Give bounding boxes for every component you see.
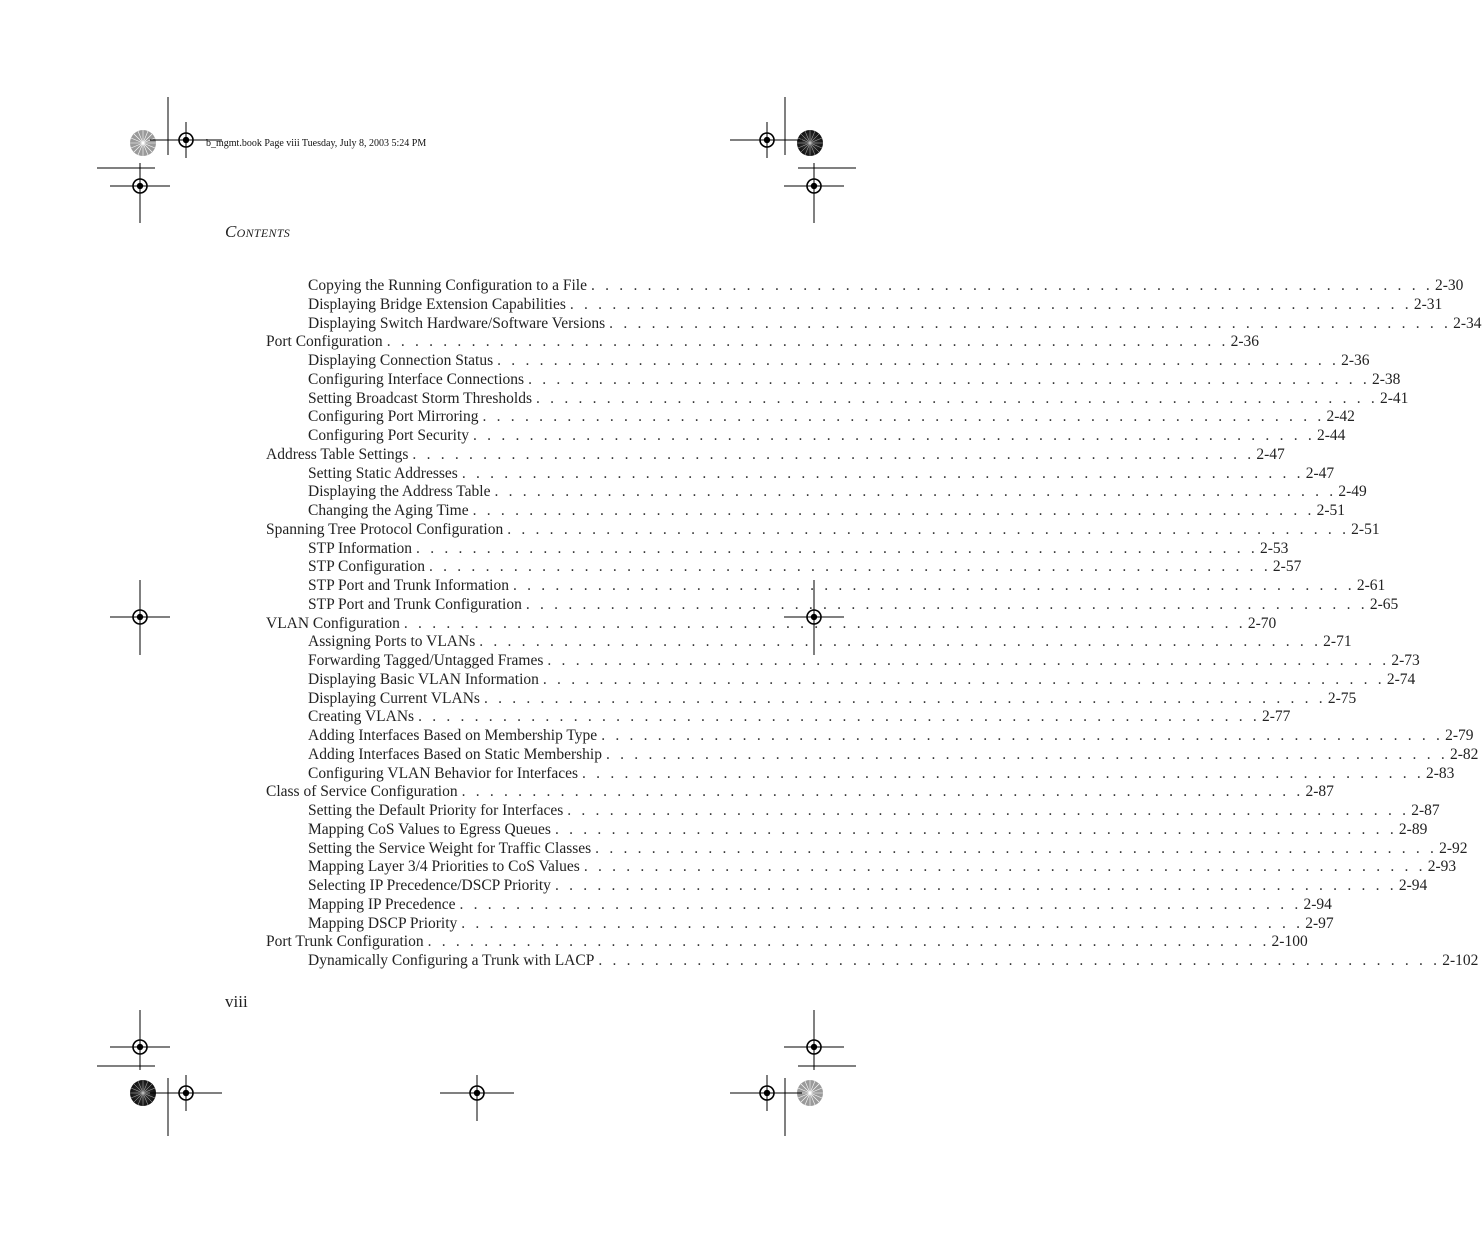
toc-leader-dots: . . . . . . . . . . . . . . . . . . . . . . . . . . . . . . . . . . . . . . . . . . . . . . . . . . . . . . . . . . . .: [525, 595, 1368, 613]
toc-entry[interactable]: [266, 932, 1308, 951]
toc-leader-dots: . . . . . . . . . . . . . . . . . . . . . . . . . . . . . . . . . . . . . . . . . . . . . . . . . . . . . . . . . . . .: [428, 558, 1271, 576]
toc-entry-title: Creating VLANs: [308, 708, 415, 726]
toc-entry-page: 2-87: [1411, 802, 1440, 819]
toc-entry-page: 2-44: [1316, 427, 1346, 444]
toc-entry[interactable]: [266, 614, 1277, 633]
toc-entry-title: Configuring Port Mirroring: [308, 408, 479, 426]
toc-entry-title: Port Trunk Configuration: [266, 933, 424, 951]
toc-leader-dots: . . . . . . . . . . . . . . . . . . . . . . . . . . . . . . . . . . . . . . . . . . . . . . . . . . . . . . . . . . . .: [418, 708, 1260, 726]
toc-leader-dots: . . . . . . . . . . . . . . . . . . . . . . . . . . . . . . . . . . . . . . . . . . . . . . . . . . . . . . . . . . . .: [598, 952, 1441, 969]
toc-entry-page: 2-70: [1247, 614, 1277, 632]
toc-leader-dots: . . . . . . . . . . . . . . . . . . . . . . . . . . . . . . . . . . . . . . . . . . . . . . . . . . . . . . . . . . . .: [591, 277, 1433, 294]
toc-entry-page: 2-53: [1259, 539, 1289, 557]
toc-leader-dots: . . . . . . . . . . . . . . . . . . . . . . . . . . . . . . . . . . . . . . . . . . . . . . . . . . . . . . . . . . . .: [483, 689, 1326, 707]
toc-entry[interactable]: [308, 895, 1332, 914]
running-header-rest: ONTENTS: [236, 226, 291, 240]
toc-entry[interactable]: [308, 670, 1416, 689]
toc-entry-title: STP Configuration: [308, 558, 425, 576]
toc-entry-title: Displaying Basic VLAN Information: [308, 670, 539, 688]
toc-entry[interactable]: [266, 520, 1380, 539]
toc-entry[interactable]: [308, 651, 1420, 670]
toc-entry-title: Mapping Layer 3/4 Priorities to CoS Values: [308, 858, 580, 876]
toc-entry[interactable]: [308, 726, 1474, 745]
toc-entry[interactable]: [266, 332, 1260, 351]
toc-entry-title: Displaying Switch Hardware/Software Versions: [308, 314, 606, 332]
toc-entry-title: Port Configuration: [266, 333, 383, 351]
toc-entry-page: 2-47: [1305, 464, 1335, 482]
toc-leader-dots: . . . . . . . . . . . . . . . . . . . . . . . . . . . . . . . . . . . . . . . . . . . . . . . . . . . . . . . . . . . .: [473, 427, 1315, 444]
toc-entry-title: STP Port and Trunk Configuration: [308, 595, 522, 613]
toc-entry[interactable]: [308, 351, 1370, 370]
toc-entry-title: Selecting IP Precedence/DSCP Priority: [308, 877, 551, 894]
toc-leader-dots: . . . . . . . . . . . . . . . . . . . . . . . . . . . . . . . . . . . . . . . . . . . . . . . . . . . . . . . . . . . .: [601, 727, 1444, 744]
toc-entry[interactable]: [266, 445, 1285, 464]
toc-entry[interactable]: [308, 576, 1386, 595]
toc-entry-title: Setting Broadcast Storm Thresholds: [308, 389, 533, 407]
toc-entry[interactable]: [308, 501, 1345, 520]
toc-entry-page: 2-75: [1327, 689, 1357, 707]
toc-leader-dots: . . . . . . . . . . . . . . . . . . . . . . . . . . . . . . . . . . . . . . . . . . . . . . . . . . . . . . . . . . . .: [403, 614, 1246, 632]
toc-entry-page: 2-74: [1386, 670, 1416, 688]
toc-leader-dots: . . . . . . . . . . . . . . . . . . . . . . . . . . . . . . . . . . . . . . . . . . . . . . . . . . . . . . . . . . . .: [512, 577, 1355, 594]
toc-entry-page: 2-51: [1316, 502, 1345, 519]
toc-entry-page: 2-30: [1434, 277, 1464, 294]
toc-entry[interactable]: [308, 707, 1291, 726]
print-slug: b_mgmt.book Page viii Tuesday, July 8, 2003 5:24 PM: [206, 138, 427, 149]
toc-entry[interactable]: [308, 314, 1482, 333]
toc-entry-title: Displaying Current VLANs: [308, 689, 480, 707]
toc-entry-page: 2-65: [1369, 595, 1399, 613]
toc-leader-dots: . . . . . . . . . . . . . . . . . . . . . . . . . . . . . . . . . . . . . . . . . . . . . . . . . . . . . . . . . . . .: [547, 652, 1390, 669]
toc-leader-dots: . . . . . . . . . . . . . . . . . . . . . . . . . . . . . . . . . . . . . . . . . . . . . . . . . . . . . . . . . . . .: [554, 820, 1397, 838]
toc-entry-page: 2-77: [1262, 708, 1291, 726]
toc-entry-page: 2-57: [1272, 558, 1302, 576]
toc-entry-page: 2-83: [1425, 764, 1455, 782]
toc-entry-title: Configuring Interface Connections: [308, 370, 525, 388]
toc-entry-page: 2-89: [1398, 820, 1428, 838]
toc-leader-dots: . . . . . . . . . . . . . . . . . . . . . . . . . . . . . . . . . . . . . . . . . . . . . . . . . . . . . . . . . . . .: [416, 539, 1258, 557]
toc-entry-title: Displaying the Address Table: [308, 483, 491, 501]
toc-entry-title: Configuring Port Security: [308, 427, 470, 444]
toc-entry[interactable]: [308, 857, 1457, 876]
toc-entry-title: Address Table Settings: [266, 445, 409, 463]
toc-entry[interactable]: [308, 370, 1401, 389]
toc-entry-title: Mapping IP Precedence: [308, 895, 456, 913]
toc-entry-page: 2-61: [1356, 577, 1386, 594]
toc-leader-dots: . . . . . . . . . . . . . . . . . . . . . . . . . . . . . . . . . . . . . . . . . . . . . . . . . . . . . . . . . . . .: [482, 408, 1325, 426]
toc-leader-dots: . . . . . . . . . . . . . . . . . . . . . . . . . . . . . . . . . . . . . . . . . . . . . . . . . . . . . . . . . . . .: [494, 483, 1337, 501]
toc-entry-page: 2-93: [1427, 858, 1457, 876]
toc-entry-page: 2-49: [1338, 483, 1367, 501]
toc-leader-dots: . . . . . . . . . . . . . . . . . . . . . . . . . . . . . . . . . . . . . . . . . . . . . . . . . . . . . . . . . . . .: [507, 520, 1350, 538]
toc-entry-page: 2-97: [1305, 914, 1334, 932]
toc-entry[interactable]: [308, 295, 1443, 314]
toc-leader-dots: . . . . . . . . . . . . . . . . . . . . . . . . . . . . . . . . . . . . . . . . . . . . . . . . . . . . . . . . . . . .: [412, 445, 1255, 463]
toc-entry-title: Displaying Connection Status: [308, 352, 494, 369]
toc-entry-title: VLAN Configuration: [266, 614, 400, 632]
toc-entry[interactable]: [308, 389, 1409, 408]
toc-leader-dots: . . . . . . . . . . . . . . . . . . . . . . . . . . . . . . . . . . . . . . . . . . . . . . . . . . . . . . . . . . . .: [472, 502, 1315, 519]
toc-leader-dots: . . . . . . . . . . . . . . . . . . . . . . . . . . . . . . . . . . . . . . . . . . . . . . . . . . . . . . . . . . . .: [595, 839, 1438, 857]
toc-entry-title: Mapping DSCP Priority: [308, 914, 458, 932]
toc-entry-page: 2-36: [1230, 333, 1260, 351]
toc-leader-dots: . . . . . . . . . . . . . . . . . . . . . . . . . . . . . . . . . . . . . . . . . . . . . . . . . . . . . . . . . . . .: [542, 670, 1385, 688]
toc-entry[interactable]: [308, 839, 1468, 858]
toc-leader-dots: . . . . . . . . . . . . . . . . . . . . . . . . . . . . . . . . . . . . . . . . . . . . . . . . . . . . . . . . . . . .: [567, 802, 1410, 819]
toc-entry[interactable]: [308, 464, 1335, 483]
toc-leader-dots: . . . . . . . . . . . . . . . . . . . . . . . . . . . . . . . . . . . . . . . . . . . . . . . . . . . . . . . . . . . .: [569, 295, 1412, 313]
toc-entry-title: Changing the Aging Time: [308, 502, 469, 519]
toc-leader-dots: . . . . . . . . . . . . . . . . . . . . . . . . . . . . . . . . . . . . . . . . . . . . . . . . . . . . . . . . . . . .: [427, 933, 1270, 951]
toc-leader-dots: . . . . . . . . . . . . . . . . . . . . . . . . . . . . . . . . . . . . . . . . . . . . . . . . . . . . . . . . . . . .: [479, 633, 1322, 651]
toc-leader-dots: . . . . . . . . . . . . . . . . . . . . . . . . . . . . . . . . . . . . . . . . . . . . . . . . . . . . . . . . . . . .: [554, 877, 1397, 894]
toc-entry[interactable]: [308, 820, 1428, 839]
toc-leader-dots: . . . . . . . . . . . . . . . . . . . . . . . . . . . . . . . . . . . . . . . . . . . . . . . . . . . . . . . . . . . .: [609, 314, 1452, 332]
toc-entry-title: Adding Interfaces Based on Membership Type: [308, 727, 598, 744]
toc-leader-dots: . . . . . . . . . . . . . . . . . . . . . . . . . . . . . . . . . . . . . . . . . . . . . . . . . . . . . . . . . . . .: [536, 389, 1378, 407]
toc-entry-page: 2-102: [1442, 952, 1479, 969]
toc-entry-page: 2-51: [1351, 520, 1380, 538]
toc-leader-dots: . . . . . . . . . . . . . . . . . . . . . . . . . . . . . . . . . . . . . . . . . . . . . . . . . . . . . . . . . . . .: [606, 745, 1448, 763]
toc-entry-title: Spanning Tree Protocol Configuration: [266, 520, 504, 538]
toc-entry-page: 2-47: [1256, 445, 1285, 463]
toc-leader-dots: . . . . . . . . . . . . . . . . . . . . . . . . . . . . . . . . . . . . . . . . . . . . . . . . . . . . . . . . . . . .: [461, 914, 1304, 932]
toc-entry-page: 2-79: [1445, 727, 1474, 744]
page-number: viii: [225, 992, 248, 1011]
toc-entry-title: STP Port and Trunk Information: [308, 577, 509, 594]
toc-entry-page: 2-71: [1323, 633, 1352, 651]
toc-entry-page: 2-42: [1326, 408, 1355, 426]
toc-entry-title: STP Information: [308, 539, 413, 557]
toc-entry-page: 2-38: [1372, 370, 1401, 388]
toc-entry-page: 2-87: [1305, 783, 1334, 801]
toc-entry[interactable]: [308, 745, 1479, 764]
toc-entry[interactable]: [308, 876, 1428, 895]
toc-leader-dots: . . . . . . . . . . . . . . . . . . . . . . . . . . . . . . . . . . . . . . . . . . . . . . . . . . . . . . . . . . . .: [528, 370, 1371, 388]
toc-entry[interactable]: [308, 426, 1346, 445]
toc-entry-page: 2-82: [1449, 745, 1479, 763]
toc-entry-page: 2-92: [1439, 839, 1468, 857]
toc-entry[interactable]: [308, 914, 1334, 933]
running-header: [225, 222, 290, 242]
toc-leader-dots: . . . . . . . . . . . . . . . . . . . . . . . . . . . . . . . . . . . . . . . . . . . . . . . . . . . . . . . . . . . .: [459, 895, 1302, 913]
toc-entry[interactable]: [308, 689, 1357, 708]
toc-entry[interactable]: [308, 539, 1289, 558]
toc-entry-page: 2-34: [1453, 314, 1482, 332]
toc-entry[interactable]: [308, 764, 1455, 783]
toc-entry-title: Setting Static Addresses: [308, 464, 458, 482]
toc-entry[interactable]: [308, 482, 1367, 501]
toc-entry-title: Dynamically Configuring a Trunk with LACP: [308, 952, 595, 969]
toc-entry-page: 2-94: [1398, 877, 1428, 894]
toc-entry[interactable]: [308, 557, 1302, 576]
toc-entry-title: Class of Service Configuration: [266, 783, 458, 801]
toc-entry-title: Copying the Running Configuration to a File: [308, 277, 587, 294]
toc-entry[interactable]: [308, 801, 1440, 820]
toc-entry-title: Displaying Bridge Extension Capabilities: [308, 295, 566, 313]
toc-entry-page: 2-73: [1391, 652, 1420, 669]
toc-entry-page: 2-94: [1303, 895, 1332, 913]
toc-leader-dots: . . . . . . . . . . . . . . . . . . . . . . . . . . . . . . . . . . . . . . . . . . . . . . . . . . . . . . . . . . . .: [583, 858, 1426, 876]
toc-entry-title: Mapping CoS Values to Egress Queues: [308, 820, 551, 838]
toc-entry-page: 2-41: [1379, 389, 1409, 407]
toc-leader-dots: . . . . . . . . . . . . . . . . . . . . . . . . . . . . . . . . . . . . . . . . . . . . . . . . . . . . . . . . . . . .: [497, 352, 1340, 369]
running-header-initial: C: [225, 222, 237, 241]
toc-leader-dots: . . . . . . . . . . . . . . . . . . . . . . . . . . . . . . . . . . . . . . . . . . . . . . . . . . . . . . . . . . . .: [582, 764, 1424, 782]
toc-entry[interactable]: [308, 632, 1352, 651]
toc-entry[interactable]: [308, 407, 1355, 426]
toc-entry-page: 2-36: [1341, 352, 1370, 369]
toc-entry[interactable]: [266, 782, 1334, 801]
toc-entry-title: Assigning Ports to VLANs: [308, 633, 476, 651]
toc-entry[interactable]: [308, 276, 1464, 295]
toc-entry-title: Forwarding Tagged/Untagged Frames: [308, 652, 544, 669]
toc-entry-title: Setting the Default Priority for Interfaces: [308, 802, 564, 819]
toc-entry-title: Adding Interfaces Based on Static Membership: [308, 745, 602, 763]
toc-entry-title: Configuring VLAN Behavior for Interfaces: [308, 764, 579, 782]
toc-entry-title: Setting the Service Weight for Traffic Classes: [308, 839, 592, 857]
toc-leader-dots: . . . . . . . . . . . . . . . . . . . . . . . . . . . . . . . . . . . . . . . . . . . . . . . . . . . . . . . . . . . .: [461, 464, 1304, 482]
toc-leader-dots: . . . . . . . . . . . . . . . . . . . . . . . . . . . . . . . . . . . . . . . . . . . . . . . . . . . . . . . . . . . .: [386, 333, 1229, 351]
toc-entry[interactable]: [308, 951, 1479, 970]
toc-entry-page: 2-31: [1413, 295, 1443, 313]
toc-entry[interactable]: [308, 595, 1399, 614]
toc-leader-dots: . . . . . . . . . . . . . . . . . . . . . . . . . . . . . . . . . . . . . . . . . . . . . . . . . . . . . . . . . . . .: [461, 783, 1304, 801]
toc-entry-page: 2-100: [1271, 933, 1308, 951]
